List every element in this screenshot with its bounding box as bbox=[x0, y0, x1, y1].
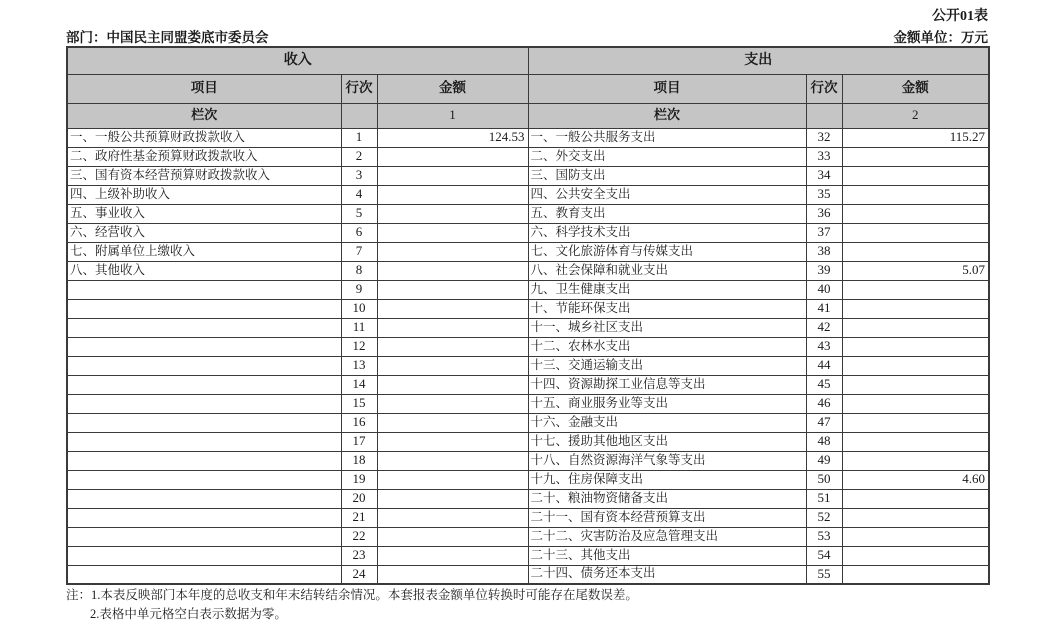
expenditure-column-label: 栏次 bbox=[528, 103, 806, 128]
income-no-cell: 9 bbox=[341, 280, 377, 299]
expenditure-item-cell: 十一、城乡社区支出 bbox=[528, 318, 806, 337]
expenditure-item-cell: 七、文化旅游体育与传媒支出 bbox=[528, 242, 806, 261]
table-row bbox=[67, 185, 989, 204]
income-no-cell: 1 bbox=[341, 128, 377, 147]
column-index-row bbox=[67, 103, 989, 128]
expenditure-no-cell: 32 bbox=[806, 128, 842, 147]
expenditure-amount-cell bbox=[842, 242, 989, 261]
table-row bbox=[67, 508, 989, 527]
expenditure-no-cell: 42 bbox=[806, 318, 842, 337]
expenditure-no-cell: 46 bbox=[806, 394, 842, 413]
income-item-cell bbox=[67, 413, 341, 432]
income-amount-cell bbox=[377, 470, 528, 489]
income-item-cell: 五、事业收入 bbox=[67, 204, 341, 223]
income-item-cell bbox=[67, 527, 341, 546]
expenditure-no-cell: 38 bbox=[806, 242, 842, 261]
income-no-cell: 14 bbox=[341, 375, 377, 394]
income-item-cell bbox=[67, 318, 341, 337]
table-row bbox=[67, 451, 989, 470]
expenditure-amount-cell bbox=[842, 546, 989, 565]
income-amount-cell bbox=[377, 299, 528, 318]
expenditure-item-cell: 十、节能环保支出 bbox=[528, 299, 806, 318]
expenditure-item-cell: 十五、商业服务业等支出 bbox=[528, 394, 806, 413]
income-no-cell: 8 bbox=[341, 261, 377, 280]
income-amount-cell bbox=[377, 261, 528, 280]
expenditure-item-cell: 二、外交支出 bbox=[528, 147, 806, 166]
expenditure-no-cell: 44 bbox=[806, 356, 842, 375]
footnotes bbox=[66, 586, 638, 624]
expenditure-item-cell: 六、科学技术支出 bbox=[528, 223, 806, 242]
expenditure-amount-cell bbox=[842, 318, 989, 337]
income-column-index: 1 bbox=[377, 103, 528, 128]
table-row bbox=[67, 242, 989, 261]
income-no-cell: 11 bbox=[341, 318, 377, 337]
table-row bbox=[67, 546, 989, 565]
expenditure-no-cell: 43 bbox=[806, 337, 842, 356]
footnote-1: 注：1.本表反映部门本年度的总收支和年末结转结余情况。本套报表金额单位转换时可能存在尾数误差。 bbox=[66, 588, 638, 602]
income-no-cell: 17 bbox=[341, 432, 377, 451]
income-amount-cell bbox=[377, 489, 528, 508]
income-amount-cell bbox=[377, 375, 528, 394]
expenditure-no-cell: 49 bbox=[806, 451, 842, 470]
expenditure-amount-cell bbox=[842, 204, 989, 223]
income-amount-cell bbox=[377, 394, 528, 413]
table-row bbox=[67, 166, 989, 185]
table-row bbox=[67, 375, 989, 394]
footnote-2: 2.表格中单元格空白表示数据为零。 bbox=[90, 607, 287, 622]
income-item-cell bbox=[67, 337, 341, 356]
income-amount-cell bbox=[377, 185, 528, 204]
table-row bbox=[67, 432, 989, 451]
expenditure-amount-cell bbox=[842, 299, 989, 318]
income-amount-cell bbox=[377, 337, 528, 356]
income-no-cell: 7 bbox=[341, 242, 377, 261]
expenditure-item-cell: 五、教育支出 bbox=[528, 204, 806, 223]
expenditure-item-cell: 十三、交通运输支出 bbox=[528, 356, 806, 375]
expenditure-no-cell: 34 bbox=[806, 166, 842, 185]
income-item-cell bbox=[67, 394, 341, 413]
income-no-cell: 18 bbox=[341, 451, 377, 470]
expenditure-no-cell: 41 bbox=[806, 299, 842, 318]
income-item-cell bbox=[67, 432, 341, 451]
expenditure-no-cell: 48 bbox=[806, 432, 842, 451]
income-amount-cell bbox=[377, 451, 528, 470]
income-no-cell: 22 bbox=[341, 527, 377, 546]
income-item-cell bbox=[67, 375, 341, 394]
expenditure-no-cell: 40 bbox=[806, 280, 842, 299]
income-item-cell bbox=[67, 470, 341, 489]
expenditure-item-cell: 十九、住房保障支出 bbox=[528, 470, 806, 489]
expenditure-item-cell: 一、一般公共服务支出 bbox=[528, 128, 806, 147]
income-no-cell: 21 bbox=[341, 508, 377, 527]
income-amount-cell bbox=[377, 166, 528, 185]
table-row bbox=[67, 318, 989, 337]
income-amount-cell bbox=[377, 242, 528, 261]
expenditure-item-cell: 二十三、其他支出 bbox=[528, 546, 806, 565]
expenditure-column-index: 2 bbox=[842, 103, 989, 128]
table-row bbox=[67, 565, 989, 584]
table-row bbox=[67, 280, 989, 299]
table-header bbox=[67, 47, 989, 128]
expenditure-item-cell: 四、公共安全支出 bbox=[528, 185, 806, 204]
expenditure-item-cell: 三、国防支出 bbox=[528, 166, 806, 185]
income-amount-cell bbox=[377, 204, 528, 223]
income-item-cell: 一、一般公共预算财政拨款收入 bbox=[67, 128, 341, 147]
expenditure-amount-cell: 4.60 bbox=[842, 470, 989, 489]
income-rowno-blank bbox=[341, 103, 377, 128]
expenditure-no-cell: 37 bbox=[806, 223, 842, 242]
expenditure-amount-cell bbox=[842, 337, 989, 356]
income-item-cell bbox=[67, 546, 341, 565]
expenditure-no-cell: 45 bbox=[806, 375, 842, 394]
expenditure-item-cell: 十六、金融支出 bbox=[528, 413, 806, 432]
expenditure-amount-cell bbox=[842, 508, 989, 527]
expenditure-amount-header: 金额 bbox=[842, 74, 989, 103]
expenditure-item-cell: 十七、援助其他地区支出 bbox=[528, 432, 806, 451]
expenditure-amount-cell bbox=[842, 394, 989, 413]
income-no-cell: 6 bbox=[341, 223, 377, 242]
income-item-cell: 四、上级补助收入 bbox=[67, 185, 341, 204]
expenditure-item-cell: 二十、粮油物资储备支出 bbox=[528, 489, 806, 508]
expenditure-amount-cell bbox=[842, 413, 989, 432]
table-row bbox=[67, 489, 989, 508]
income-no-cell: 10 bbox=[341, 299, 377, 318]
expenditure-amount-cell bbox=[842, 451, 989, 470]
income-amount-cell bbox=[377, 546, 528, 565]
expenditure-item-cell: 二十四、债务还本支出 bbox=[528, 565, 806, 584]
income-no-cell: 12 bbox=[341, 337, 377, 356]
income-item-cell: 六、经营收入 bbox=[67, 223, 341, 242]
income-amount-cell bbox=[377, 413, 528, 432]
table-row bbox=[67, 147, 989, 166]
income-item-cell bbox=[67, 280, 341, 299]
table-row bbox=[67, 394, 989, 413]
expenditure-item-cell: 十四、资源勘探工业信息等支出 bbox=[528, 375, 806, 394]
expenditure-no-cell: 39 bbox=[806, 261, 842, 280]
income-no-cell: 24 bbox=[341, 565, 377, 584]
income-no-cell: 15 bbox=[341, 394, 377, 413]
expenditure-item-cell: 二十二、灾害防治及应急管理支出 bbox=[528, 527, 806, 546]
form-code-label: 公开01表 bbox=[932, 9, 988, 24]
income-no-cell: 3 bbox=[341, 166, 377, 185]
table-row bbox=[67, 128, 989, 147]
expenditure-item-cell: 十八、自然资源海洋气象等支出 bbox=[528, 451, 806, 470]
income-amount-cell bbox=[377, 223, 528, 242]
table-row bbox=[67, 413, 989, 432]
table-row bbox=[67, 470, 989, 489]
expenditure-no-cell: 33 bbox=[806, 147, 842, 166]
expenditure-amount-cell bbox=[842, 565, 989, 584]
column-header-row bbox=[67, 74, 989, 103]
expenditure-amount-cell bbox=[842, 147, 989, 166]
income-item-header: 项目 bbox=[67, 74, 341, 103]
amount-unit-label: 金额单位：万元 bbox=[893, 30, 988, 45]
expenditure-amount-cell: 5.07 bbox=[842, 261, 989, 280]
table-row bbox=[67, 527, 989, 546]
income-no-cell: 20 bbox=[341, 489, 377, 508]
expenditure-no-cell: 52 bbox=[806, 508, 842, 527]
expenditure-amount-cell bbox=[842, 489, 989, 508]
income-item-cell bbox=[67, 565, 341, 584]
expenditure-amount-cell bbox=[842, 375, 989, 394]
income-no-cell: 16 bbox=[341, 413, 377, 432]
income-item-cell: 八、其他收入 bbox=[67, 261, 341, 280]
section-title-row bbox=[67, 47, 989, 74]
income-column-label: 栏次 bbox=[67, 103, 341, 128]
income-item-cell: 二、政府性基金预算财政拨款收入 bbox=[67, 147, 341, 166]
expenditure-item-cell: 十二、农林水支出 bbox=[528, 337, 806, 356]
expenditure-rowno-header: 行次 bbox=[806, 74, 842, 103]
income-item-cell: 七、附属单位上缴收入 bbox=[67, 242, 341, 261]
income-expenditure-table bbox=[66, 46, 990, 585]
department-label: 部门：中国民主同盟娄底市委员会 bbox=[66, 30, 269, 45]
expenditure-no-cell: 51 bbox=[806, 489, 842, 508]
expenditure-no-cell: 47 bbox=[806, 413, 842, 432]
table-row bbox=[67, 261, 989, 280]
expenditure-amount-cell bbox=[842, 223, 989, 242]
income-amount-header: 金额 bbox=[377, 74, 528, 103]
income-amount-cell bbox=[377, 147, 528, 166]
income-amount-cell bbox=[377, 508, 528, 527]
income-amount-cell bbox=[377, 280, 528, 299]
expenditure-item-cell: 二十一、国有资本经营预算支出 bbox=[528, 508, 806, 527]
expenditure-rowno-blank bbox=[806, 103, 842, 128]
income-item-cell bbox=[67, 299, 341, 318]
expenditure-no-cell: 55 bbox=[806, 565, 842, 584]
expenditure-item-header: 项目 bbox=[528, 74, 806, 103]
table-row bbox=[67, 337, 989, 356]
income-item-cell: 三、国有资本经营预算财政拨款收入 bbox=[67, 166, 341, 185]
expenditure-item-cell: 八、社会保障和就业支出 bbox=[528, 261, 806, 280]
income-amount-cell: 124.53 bbox=[377, 128, 528, 147]
income-amount-cell bbox=[377, 432, 528, 451]
expenditure-amount-cell bbox=[842, 432, 989, 451]
expenditure-no-cell: 35 bbox=[806, 185, 842, 204]
income-item-cell bbox=[67, 356, 341, 375]
income-amount-cell bbox=[377, 356, 528, 375]
income-no-cell: 2 bbox=[341, 147, 377, 166]
income-no-cell: 5 bbox=[341, 204, 377, 223]
expenditure-amount-cell bbox=[842, 185, 989, 204]
table-body bbox=[67, 128, 989, 584]
income-amount-cell bbox=[377, 565, 528, 584]
expenditure-no-cell: 54 bbox=[806, 546, 842, 565]
income-item-cell bbox=[67, 508, 341, 527]
expenditure-no-cell: 53 bbox=[806, 527, 842, 546]
expenditure-amount-cell: 115.27 bbox=[842, 128, 989, 147]
income-rowno-header: 行次 bbox=[341, 74, 377, 103]
income-no-cell: 4 bbox=[341, 185, 377, 204]
income-section-title: 收入 bbox=[67, 47, 528, 74]
table-row bbox=[67, 223, 989, 242]
expenditure-item-cell: 九、卫生健康支出 bbox=[528, 280, 806, 299]
income-item-cell bbox=[67, 451, 341, 470]
expenditure-amount-cell bbox=[842, 166, 989, 185]
expenditure-no-cell: 36 bbox=[806, 204, 842, 223]
income-no-cell: 13 bbox=[341, 356, 377, 375]
income-no-cell: 23 bbox=[341, 546, 377, 565]
income-amount-cell bbox=[377, 527, 528, 546]
expenditure-amount-cell bbox=[842, 280, 989, 299]
expenditure-section-title: 支出 bbox=[528, 47, 989, 74]
expenditure-amount-cell bbox=[842, 527, 989, 546]
expenditure-no-cell: 50 bbox=[806, 470, 842, 489]
income-no-cell: 19 bbox=[341, 470, 377, 489]
income-item-cell bbox=[67, 489, 341, 508]
income-amount-cell bbox=[377, 318, 528, 337]
expenditure-amount-cell bbox=[842, 356, 989, 375]
table-row bbox=[67, 204, 989, 223]
table-row bbox=[67, 299, 989, 318]
table-row bbox=[67, 356, 989, 375]
